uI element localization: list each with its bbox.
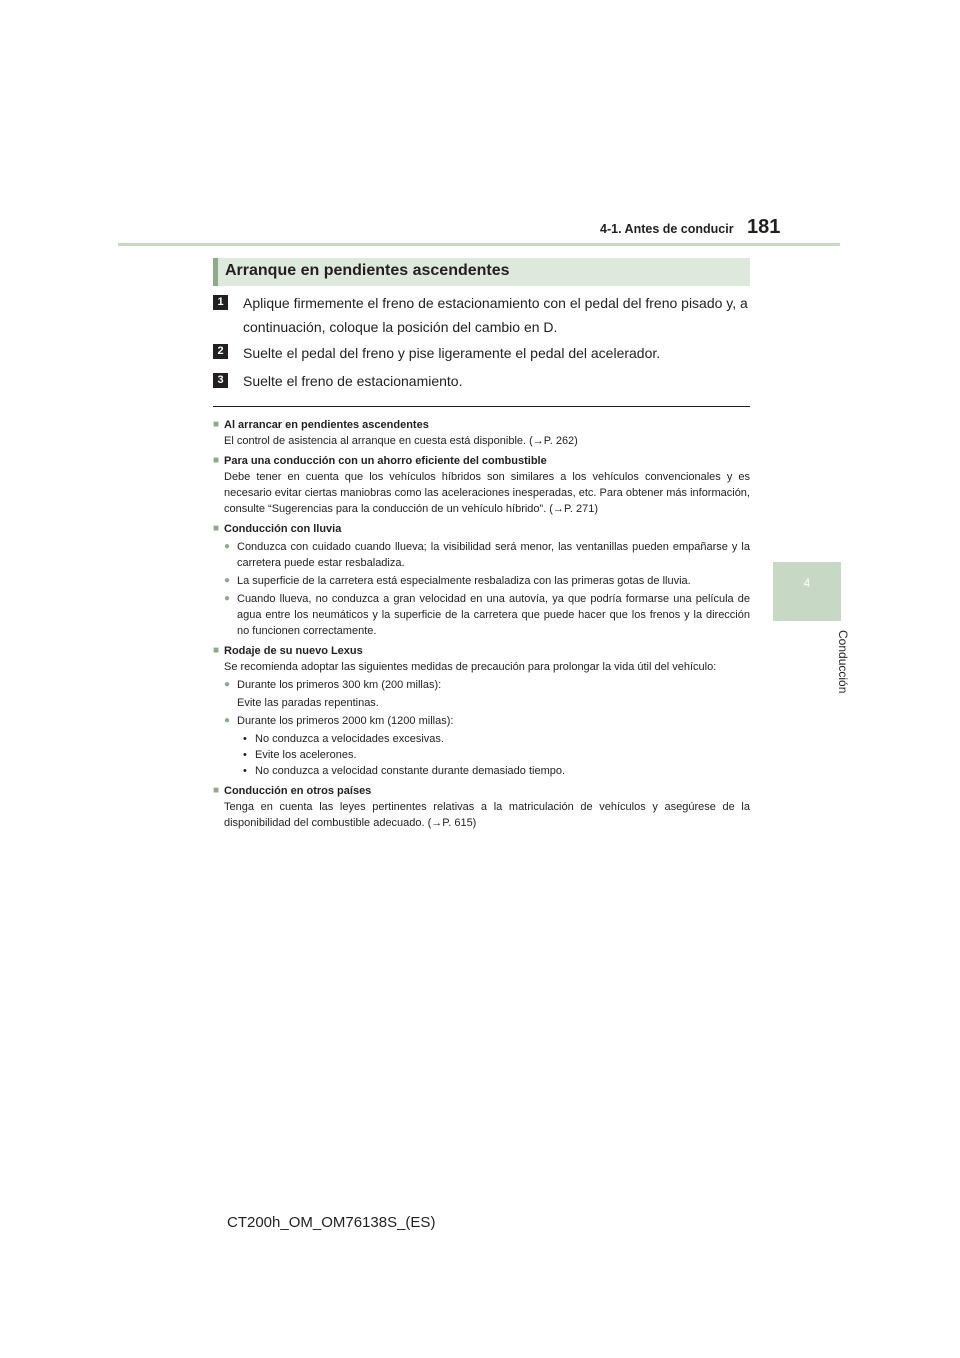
dot-bullet-icon: • bbox=[243, 733, 247, 745]
square-bullet-icon: ■ bbox=[213, 455, 220, 466]
chapter-number: 4 bbox=[803, 576, 811, 590]
dot-bullet-icon: • bbox=[243, 765, 247, 777]
dot-bullet-icon: • bbox=[243, 749, 247, 761]
chapter-title: Conducción bbox=[836, 630, 850, 694]
step-badge-3: 3 bbox=[213, 373, 228, 388]
step-text-3: Suelte el freno de estacionamiento. bbox=[243, 373, 463, 389]
circle-bullet-icon: ● bbox=[224, 715, 231, 726]
list-item: ● Durante los primeros 2000 km (1200 millas): bbox=[224, 715, 454, 727]
step-badge-1: 1 bbox=[213, 295, 228, 310]
note-break-in bbox=[213, 643, 750, 779]
note-rain-driving bbox=[213, 521, 750, 639]
section-title-bar bbox=[213, 258, 750, 286]
note-heading: Conducción en otros países bbox=[224, 785, 372, 797]
header-rule bbox=[118, 243, 840, 246]
note-heading: Al arrancar en pendientes ascendentes bbox=[224, 419, 429, 431]
square-bullet-icon: ■ bbox=[213, 419, 220, 430]
document-code: CT200h_OM_OM76138S_(ES) bbox=[227, 1214, 436, 1231]
square-bullet-icon: ■ bbox=[213, 523, 220, 534]
step-badge-2: 2 bbox=[213, 344, 228, 359]
step-text-2: Suelte el pedal del freno y pise ligeramente el pedal del acelerador. bbox=[243, 345, 661, 361]
circle-bullet-icon: ● bbox=[224, 593, 231, 604]
note-heading: Para una conducción con un ahorro eficiente del combustible bbox=[224, 455, 547, 467]
sub-list-item: • No conduzca a velocidades excesivas. bbox=[243, 733, 444, 745]
note-hill-start bbox=[213, 417, 750, 449]
note-body: Tenga en cuenta las leyes pertinentes relativas a la matriculación de vehículos y asegúrese de la disponibilidad del combustible adecuado. (→P. 615) bbox=[224, 801, 750, 829]
note-heading: Conducción con lluvia bbox=[224, 523, 342, 535]
circle-bullet-icon: ● bbox=[224, 541, 231, 552]
note-other-countries bbox=[213, 783, 750, 831]
section-label: 4-1. Antes de conducir bbox=[600, 222, 734, 236]
list-item-detail: Evite las paradas repentinas. bbox=[237, 697, 379, 709]
square-bullet-icon: ■ bbox=[213, 785, 220, 796]
sub-list-item: • No conduzca a velocidad constante durante demasiado tiempo. bbox=[243, 765, 566, 777]
circle-bullet-icon: ● bbox=[224, 679, 231, 690]
notes-section bbox=[213, 417, 750, 835]
step-text-1: Aplique firmemente el freno de estacionamiento con el pedal del freno pisado y, a continuación, coloque la posición del cambio en D. bbox=[243, 295, 748, 335]
page-number: 181 bbox=[747, 216, 781, 238]
note-fuel-efficiency bbox=[213, 453, 750, 517]
list-item: ● Cuando llueva, no conduzca a gran velocidad en una autovía, ya que podría formarse una película de agua entre los neumáticos y la superficie de la carretera que puede hacer que los frenos y la dirección no funcionen correctamente. bbox=[224, 593, 750, 637]
square-bullet-icon: ■ bbox=[213, 645, 220, 656]
note-body: Se recomienda adoptar las siguientes medidas de precaución para prolongar la vida útil del vehículo: bbox=[224, 661, 717, 673]
notes-divider bbox=[213, 406, 750, 407]
note-body: Debe tener en cuenta que los vehículos híbridos son similares a los vehículos convencionales y es necesario evitar ciertas maniobras como las aceleraciones inesperadas, etc. Para obtener más información, consulte “Sugerencias para la conducción de un vehículo híbrido”. (→P. 271) bbox=[224, 471, 750, 515]
section-title: Arranque en pendientes ascendentes bbox=[225, 262, 510, 279]
note-body: El control de asistencia al arranque en cuesta está disponible. (→P. 262) bbox=[224, 435, 578, 447]
list-item: ● La superficie de la carretera está especialmente resbaladiza con las primeras gotas de lluvia. bbox=[224, 575, 691, 587]
sub-list-item: • Evite los acelerones. bbox=[243, 749, 357, 761]
note-heading: Rodaje de su nuevo Lexus bbox=[224, 645, 363, 657]
circle-bullet-icon: ● bbox=[224, 575, 231, 586]
title-accent bbox=[213, 258, 218, 286]
list-item: ● Conduzca con cuidado cuando llueva; la visibilidad será menor, las ventanillas pueden empañarse y la carretera puede estar resbaladiza. bbox=[224, 541, 750, 569]
list-item: ● Durante los primeros 300 km (200 millas): bbox=[224, 679, 442, 691]
